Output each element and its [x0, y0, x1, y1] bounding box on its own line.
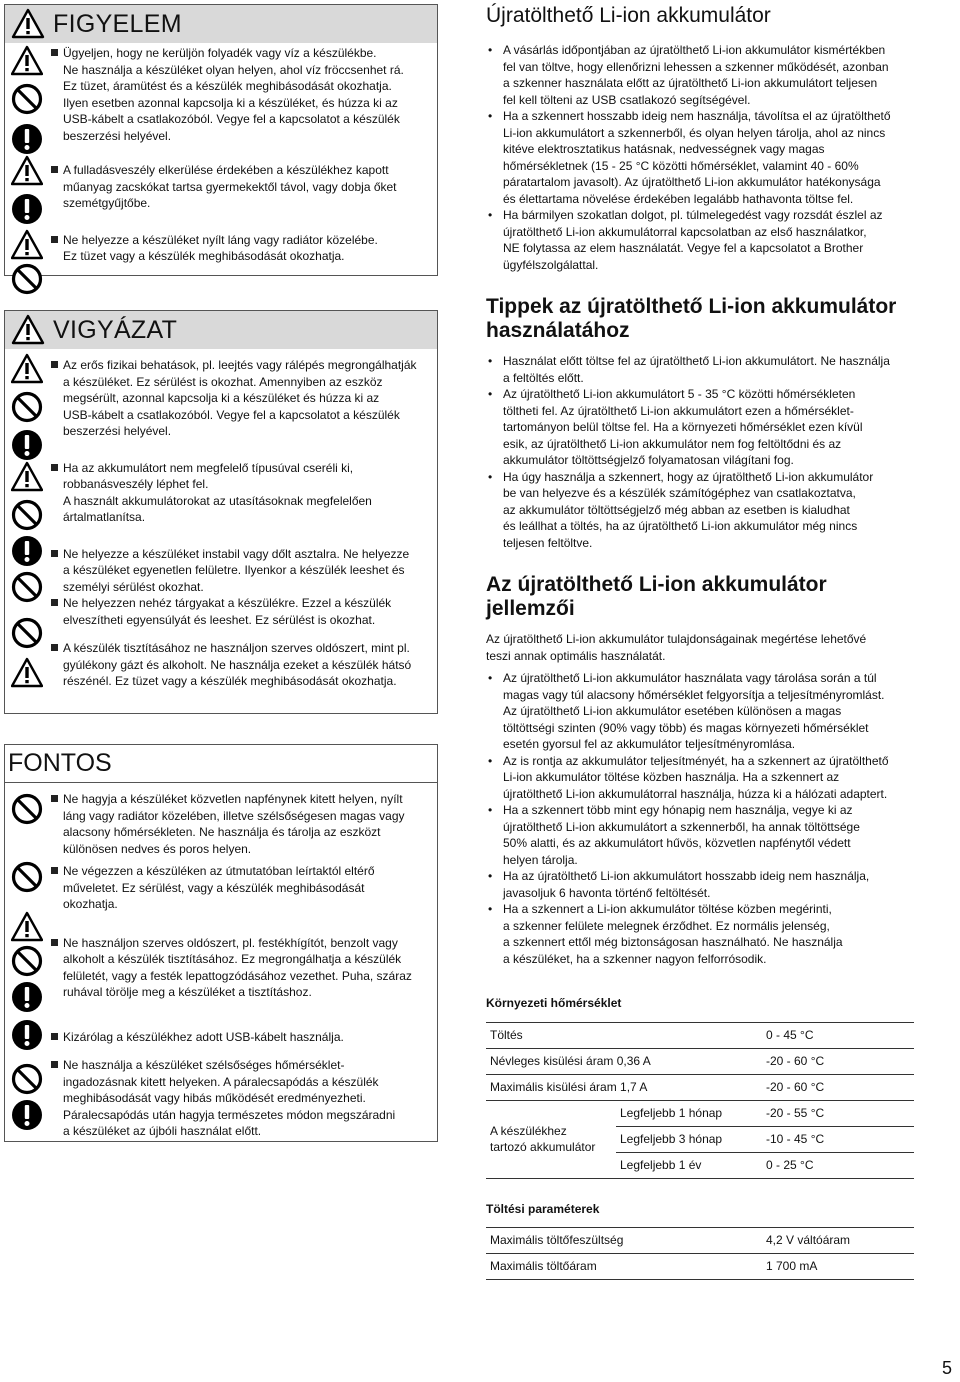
prohibition-icon [11, 617, 43, 649]
mandatory-exclamation-icon [11, 123, 43, 155]
prohibition-icon [11, 945, 43, 977]
table-row: A készülékhez tartozó akkumulátor Legfeljebb 1 hónap -20 - 55 °C [486, 1100, 914, 1126]
mandatory-exclamation-icon [11, 1099, 43, 1131]
prohibition-icon [11, 263, 43, 295]
list-item: • A vásárlás időpontjában az újratölthető Li-ion akkumulátor kismértékben fel van töltve, hogy ellenőrizni lehessen a szkenner működését, azonban a szkenner használata előtt az újratölthető Li-ion akkumulátort teljesen fel kell tölteni az USB csatlakozó segítségével. [486, 42, 916, 108]
warning-triangle-icon [11, 45, 43, 77]
table-row: Maximális töltőáram 1 700 mA [486, 1254, 914, 1280]
mandatory-exclamation-icon [11, 535, 43, 567]
list-item: • Ha úgy használja a szkennert, hogy az újratölthető Li-ion akkumulátor be van helyezve és a készülék számítógéphez van csatlakoztatva, az akkumulátor töltöttségjelző még abban az esetben is kialudhat és leállhat a töltés, ha az újratölthető Li-ion akkumulátor még nincs teljesen feltöltve. [486, 469, 916, 552]
fontos-icons [5, 783, 51, 1139]
env-temp-title: Környezeti hőmérséklet [486, 996, 622, 1010]
warning-triangle-icon [11, 911, 43, 943]
figyelem-item: A fulladásveszély elkerülése érdekében a készülékhez kapott műanyag zacskókat tartsa gyermekektől távol, vagy dobja őket szemétgyűjtőbe. [51, 162, 429, 212]
warning-triangle-icon [11, 353, 43, 385]
prohibition-icon [11, 1063, 43, 1095]
fontos-item: Kizárólag a készülékhez adott USB-kábelt használja. [51, 1029, 429, 1046]
vigyazat-item: Ha az akkumulátort nem megfelelő típusúval cseréli ki, robbanásveszély léphet fel. A használt akkumulátorokat az utasításoknak megfelelően ártalmatlanítsa. [51, 460, 429, 526]
charge-params-title: Töltési paraméterek [486, 1201, 600, 1216]
env-temp-table [486, 1022, 914, 1179]
list-item: • Az is rontja az akkumulátor teljesítményét, ha a szkennert az újratölthető Li-ion akkumulátor töltése közben használja. Ha a szkennert az újratölthető Li-ion akkumulátorral használja, húzza ki a hálózati adaptert. [486, 753, 916, 803]
prohibition-icon [11, 391, 43, 423]
figyelem-item: Ügyeljen, hogy ne kerüljön folyadék vagy víz a készülékbe. Ne használja a készüléket olyan helyen, ahol víz fröccsenhet rá. Ez tüzet, áramütést és a készülék meghibásodását okozhatja. Ilyen esetben azonnal kapcsolja ki a készüléket, és húzza ki az USB-kábelt a csatlakozóból. Vegye fel a kapcsolatot a készülék beszerzési helyével. [51, 45, 429, 144]
list-item: • Az újratölthető Li-ion akkumulátort 5 - 35 °C közötti hőmérsékleten töltheti fel. Az újratölthető Li-ion akkumulátort ezen a hőmérséklet- tartományon belül töltse fel. Ha a környezeti hőmérséklet ezen kívül esik, az újratölthető Li-ion akkumulátor nem fog feltöltődni és az akkumulátor töltöttségjelző folyamatosan világítani fog. [486, 386, 916, 469]
charge-params-table [486, 1227, 914, 1280]
vigyazat-item: A készülék tisztításához ne használjon szerves oldószert, mint pl. gyúlékony gázt és alkoholt. Ne használja ezeket a készülék hátsó részénél. Ez tüzet vagy a készülék meghibásodását okozhatja. [51, 640, 429, 690]
table-row: Legfeljebb 1 év 0 - 25 °C [486, 1152, 914, 1178]
table-row: Maximális töltőfeszültség 4,2 V váltóáram [486, 1228, 914, 1254]
table-row: Maximális kisülési áram 1,7 A -20 - 60 °C [486, 1074, 914, 1100]
figyelem-item: Ne helyezze a készüléket nyílt láng vagy radiátor közelébe. Ez tüzet vagy a készülék meghibásodását okozhatja. [51, 232, 429, 265]
fontos-title: FONTOS [8, 749, 112, 778]
warning-triangle-icon [11, 657, 43, 689]
mandatory-exclamation-icon [11, 981, 43, 1013]
warning-triangle-icon [11, 155, 43, 187]
warning-triangle-icon [11, 461, 43, 493]
vigyazat-item: Ne helyezze a készüléket instabil vagy dőlt asztalra. Ne helyezze a készüléket egyenetlen felületre. Ilyenkor a készülék leeshet és személyi sérülést okozhat. [51, 546, 429, 596]
vigyazat-icons [5, 349, 51, 709]
prohibition-icon [11, 793, 43, 825]
warning-triangle-icon [11, 229, 43, 261]
figyelem-title: FIGYELEM [53, 9, 182, 38]
vigyazat-title: VIGYÁZAT [53, 315, 178, 344]
list-item: • Használat előtt töltse fel az újratölthető Li-ion akkumulátort. Ne használja a feltöltés előtt. [486, 353, 916, 386]
mandatory-exclamation-icon [11, 429, 43, 461]
table-row: Legfeljebb 3 hónap -10 - 45 °C [486, 1126, 914, 1152]
vigyazat-item: Ne helyezzen nehéz tárgyakat a készülékre. Ezzel a készülék elveszítheti egyensúlyát és leeshet. Ez sérülést is okozhat. [51, 595, 429, 628]
table-row: Töltés 0 - 45 °C [486, 1022, 914, 1048]
prohibition-icon [11, 571, 43, 603]
fontos-item: Ne használjon szerves oldószert, pl. festékhígítót, benzolt vagy alkoholt a készülék tisztításához. Ez megrongálhatja a készülék felületét, vagy a festék lepattogzódásához vezethet. Puha, száraz ruhával törölje meg a készüléket a tisztításhoz. [51, 935, 429, 1001]
mandatory-exclamation-icon [11, 1019, 43, 1051]
list-item: • Ha az újratölthető Li-ion akkumulátort hosszabb ideig nem használja, javasoljuk 6 havonta történő feltöltését. [486, 868, 916, 901]
mandatory-exclamation-icon [11, 193, 43, 225]
prohibition-icon [11, 499, 43, 531]
section-title-features: Az újratölthető Li-ion akkumulátor jellemzői [486, 573, 827, 620]
fontos-item: Ne hagyja a készüléket közvetlen napfénynek kitett helyen, nyílt láng vagy radiátor közelében, illetve szélsőségesen magas vagy alacsony hőmérsékleten. Ne használja és tárolja az eszközt különösen nedves és poros helyen. [51, 791, 429, 857]
table-row: Névleges kisülési áram 0,36 A -20 - 60 °C [486, 1048, 914, 1074]
fontos-box [4, 744, 438, 1142]
fontos-header [5, 745, 437, 783]
warning-triangle-icon [11, 8, 45, 40]
vigyazat-header [5, 311, 437, 349]
list-item: • Ha a szkennert több mint egy hónapig nem használja, vegye ki az újratölthető Li-ion akkumulátort a szkennerből, ha annak töltöttsége 50% alatti, és az akkumulátort hűvös, közvetlen napfénytől védett helyen tárolja. [486, 802, 916, 868]
features-intro: Az újratölthető Li-ion akkumulátor tulajdonságainak megértése lehetővé teszi annak optimális használatát. [486, 632, 867, 663]
right-column [486, 4, 916, 1280]
list-item: • Ha bármilyen szokatlan dolgot, pl. túlmelegedést vagy rozsdát észlel az újratölthető Li-ion akkumulátorral kapcsolatban az első használatkor, NE folytassa az elem használatát. Vegye fel a kapcsolatot a Brother ügyfélszolgálattal. [486, 207, 916, 273]
page-number: 5 [941, 1357, 952, 1378]
list-item: • Ha a szkennert a Li-ion akkumulátor töltése közben megérinti, a szkenner felülete melegnek érződhet. Ez normális jelenség, a szkennert ettől még biztonságosan használható. Ne használja a készüléket, ha a szkenner nagyon felforrósodik. [486, 901, 916, 967]
section-title-battery: Újratölthető Li-ion akkumulátor [486, 4, 771, 27]
list-item: • Az újratölthető Li-ion akkumulátor használata vagy tárolása során a túl magas vagy túl alacsony hőmérséklet felgyorsítja a teljesítményromlást. Az újratölthető Li-ion akkumulátor esetében különösen a magas töltöttségi szinten (90% vagy több) és magas környezeti hőmérséklet esetén gyorsul fel az akkumulátor teljesítményromlása. [486, 670, 916, 753]
prohibition-icon [11, 83, 43, 115]
battery-list [486, 42, 916, 273]
figyelem-header [5, 5, 437, 43]
list-item: • Ha a szkennert hosszabb ideig nem használja, távolítsa el az újratölthető Li-ion akkumulátort a szkennerből, és olyan helyen tárolja, ahol az nincs kitéve elektrosztatikus hatásnak, nedvességnek vagy magas hőmérsékletnek (15 - 25 °C közötti hőmérséklet, valamint 40 - 60% páratartalom javasolt). Az újratölthető Li-ion akkumulátor hatékonysága és élettartama növelése érdekében legalább hathavonta töltse fel. [486, 108, 916, 207]
fontos-item: Ne végezzen a készüléken az útmutatóban leírtaktól eltérő műveletet. Ez sérülést, vagy a készülék meghibásodását okozhatja. [51, 863, 429, 913]
section-title-tips: Tippek az újratölthető Li-ion akkumulátor használatához [486, 295, 897, 342]
warning-triangle-icon [11, 314, 45, 346]
figyelem-box [4, 4, 438, 276]
features-list [486, 670, 916, 967]
group-label-cell: A készülékhez tartozó akkumulátor [486, 1100, 616, 1178]
figyelem-icons [5, 43, 51, 275]
vigyazat-box [4, 310, 438, 714]
left-column [4, 4, 438, 1142]
fontos-item: Ne használja a készüléket szélsőséges hőmérséklet- ingadozásnak kitett helyeken. A páralecsapódás a készülék meghibásodását vagy hibás működését eredményezheti. Páralecsapódás után hagyja természetes módon megszáradni a készüléket az újbóli használat előtt. [51, 1057, 429, 1140]
prohibition-icon [11, 861, 43, 893]
vigyazat-item: Az erős fizikai behatások, pl. leejtés vagy rálépés megrongálhatják a készüléket. Ez sérülést is okozhat. Amennyiben az eszköz megsérült, azonnal kapcsolja ki a készüléket és húzza ki az USB-kábelt a csatlakozóból. Vegye fel a kapcsolatot a készülék beszerzési helyével. [51, 357, 429, 440]
tips-list [486, 353, 916, 551]
